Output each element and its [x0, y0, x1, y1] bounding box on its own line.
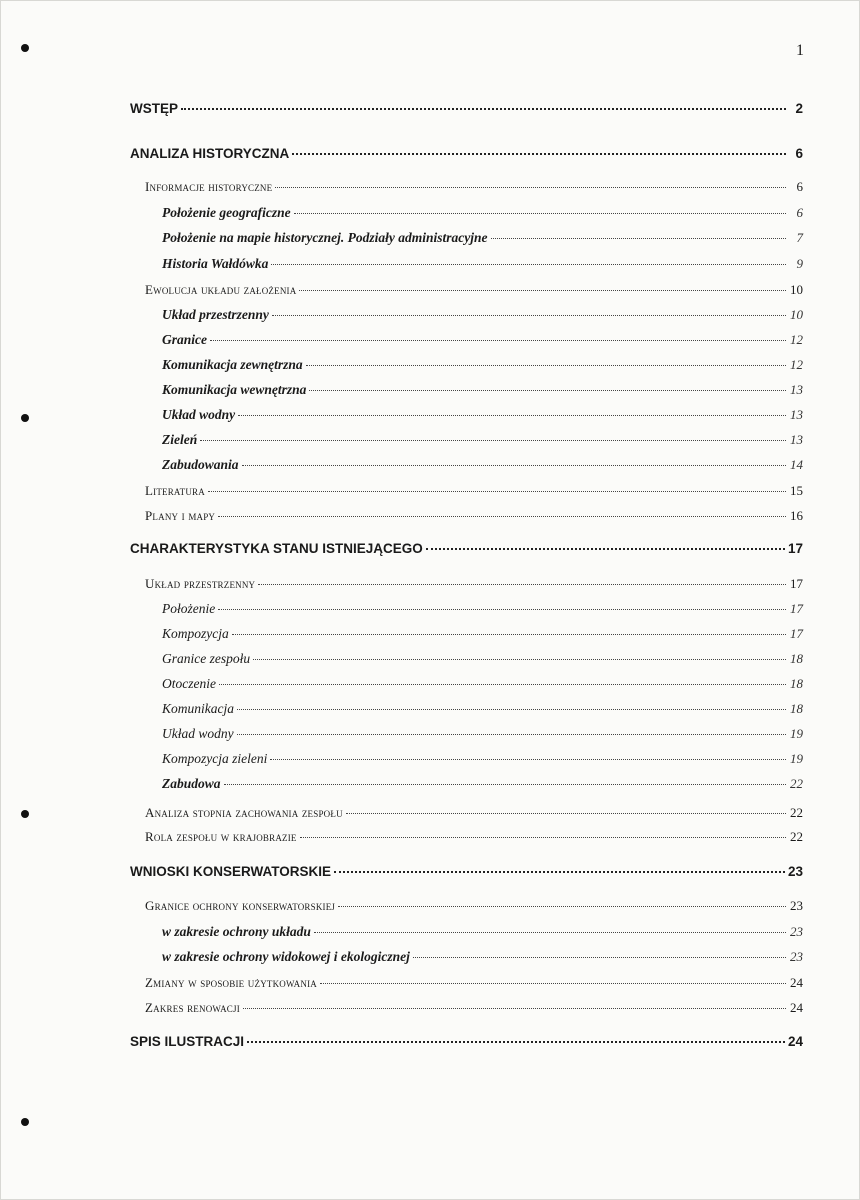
toc-entry-page: 16: [790, 508, 803, 523]
leader-dots: [247, 1040, 785, 1043]
leader-dots: [237, 733, 786, 735]
leader-dots: [426, 547, 785, 550]
toc-entry[interactable]: [145, 829, 803, 845]
toc-entry-page: 24: [790, 1000, 803, 1015]
leader-dots: [299, 289, 786, 291]
toc-entry-page: 22: [790, 829, 803, 844]
toc-entry[interactable]: [145, 483, 803, 499]
toc-entry-page: 18: [790, 701, 803, 716]
leader-dots: [181, 107, 786, 110]
toc-entry[interactable]: [130, 541, 803, 556]
toc-entry-label: Informacje historyczne: [145, 179, 273, 194]
toc-entry-label: WNIOSKI KONSERWATORSKIE: [130, 864, 332, 879]
toc-entry[interactable]: [162, 676, 803, 692]
toc-entry-label: Zabudowania: [162, 457, 239, 472]
toc-entry-page: 24: [787, 1034, 803, 1049]
leader-dots: [218, 608, 786, 610]
toc-entry-page: 23: [790, 898, 803, 913]
toc-entry-page: 10: [790, 282, 803, 297]
toc-entry-page: 23: [790, 924, 803, 939]
toc-entry-label: Komunikacja wewnętrzna: [162, 382, 307, 397]
leader-dots: [208, 490, 786, 492]
toc-entry-page: 23: [790, 949, 803, 964]
leader-dots: [309, 389, 786, 391]
punch-hole-mark: [21, 1118, 29, 1126]
toc-entry-label: SPIS ILUSTRACJI: [130, 1034, 245, 1049]
toc-entry-label: Analiza stopnia zachowania zespołu: [145, 805, 343, 820]
toc-entry-label: Historia Wałdówka: [162, 256, 269, 271]
toc-entry[interactable]: [145, 805, 803, 821]
toc-entry-page: 22: [790, 805, 803, 820]
punch-hole-mark: [21, 44, 29, 52]
toc-entry-page: 14: [790, 457, 803, 472]
toc-entry-label: Położenie geograficzne: [162, 205, 291, 220]
toc-entry-label: Układ wodny: [162, 407, 236, 422]
toc-entry-page: 22: [790, 776, 803, 791]
leader-dots: [218, 515, 786, 517]
toc-entry[interactable]: [162, 407, 803, 423]
toc-entry-page: 6: [796, 179, 803, 194]
leader-dots: [294, 212, 786, 214]
toc-entry-label: Granice: [162, 332, 207, 347]
leader-dots: [210, 339, 786, 341]
leader-dots: [224, 783, 786, 785]
leader-dots: [243, 1007, 786, 1009]
toc-entry[interactable]: [162, 601, 803, 617]
toc-entry-page: 12: [790, 357, 803, 372]
toc-entry-page: 17: [790, 626, 803, 641]
toc-entry-label: Położenie: [162, 601, 216, 616]
toc-entry[interactable]: [145, 508, 803, 524]
leader-dots: [270, 758, 786, 760]
toc-entry-label: Rola zespołu w krajobrazie: [145, 829, 297, 844]
toc-entry-label: Układ przestrzenny: [162, 307, 269, 322]
toc-entry[interactable]: [162, 357, 803, 373]
leader-dots: [346, 812, 786, 814]
toc-entry-label: Układ przestrzenny: [145, 576, 256, 591]
toc-entry-label: ANALIZA HISTORYCZNA: [130, 146, 290, 161]
punch-hole-mark: [21, 414, 29, 422]
toc-entry[interactable]: [162, 651, 803, 667]
toc-entry[interactable]: [145, 576, 803, 592]
toc-entry-label: Kompozycja zieleni: [162, 751, 268, 766]
toc-entry-label: Otoczenie: [162, 676, 216, 691]
toc-entry[interactable]: [162, 726, 803, 742]
toc-entry[interactable]: [162, 626, 803, 642]
toc-entry[interactable]: [162, 924, 803, 940]
toc-entry[interactable]: [162, 332, 803, 348]
toc-entry[interactable]: [130, 864, 803, 879]
leader-dots: [314, 931, 786, 933]
toc-entry-page: 17: [787, 541, 803, 556]
toc-entry-page: 6: [795, 146, 803, 161]
toc-entry-label: Zmiany w sposobie użytkowania: [145, 975, 317, 990]
leader-dots: [258, 583, 786, 585]
toc-entry-label: Zakres renowacji: [145, 1000, 240, 1015]
toc-entry[interactable]: [145, 179, 803, 195]
toc-entry-page: 23: [787, 864, 803, 879]
leader-dots: [242, 464, 786, 466]
toc-entry-page: 7: [796, 230, 803, 245]
leader-dots: [237, 708, 786, 710]
toc-entry-label: Zabudowa: [162, 776, 221, 791]
toc-entry-page: 9: [796, 256, 803, 271]
toc-entry-page: 15: [790, 483, 803, 498]
toc-entry[interactable]: [162, 230, 803, 246]
toc-entry[interactable]: [145, 1000, 803, 1016]
leader-dots: [275, 186, 786, 188]
toc-entry[interactable]: [162, 205, 803, 221]
toc-entry-page: 10: [790, 307, 803, 322]
toc-entry[interactable]: [145, 282, 803, 298]
leader-dots: [491, 237, 787, 239]
leader-dots: [253, 658, 786, 660]
toc-entry-page: 17: [790, 601, 803, 616]
toc-entry[interactable]: [162, 776, 803, 792]
punch-hole-mark: [21, 810, 29, 818]
leader-dots: [300, 836, 786, 838]
toc-entry-label: w zakresie ochrony widokowej i ekologicznej: [162, 949, 410, 964]
toc-entry[interactable]: [130, 101, 803, 116]
toc-entry[interactable]: [162, 457, 803, 473]
leader-dots: [292, 152, 786, 155]
toc-entry-page: 6: [796, 205, 803, 220]
leader-dots: [306, 364, 786, 366]
toc-entry-label: Granice ochrony konserwatorskiej: [145, 898, 336, 913]
toc-entry-page: 19: [790, 726, 803, 741]
toc-entry-page: 19: [790, 751, 803, 766]
toc-entry-page: 2: [795, 101, 803, 116]
toc-entry-label: Plany i mapy: [145, 508, 216, 523]
toc-entry-label: Kompozycja: [162, 626, 229, 641]
toc-entry-label: Układ wodny: [162, 726, 234, 741]
toc-entry-page: 24: [790, 975, 803, 990]
leader-dots: [272, 314, 786, 316]
leader-dots: [219, 683, 786, 685]
leader-dots: [232, 633, 786, 635]
leader-dots: [271, 263, 786, 265]
toc-entry-label: Zieleń: [162, 432, 198, 447]
toc-entry-label: Granice zespołu: [162, 651, 251, 666]
leader-dots: [238, 414, 786, 416]
toc-entry-page: 12: [790, 332, 803, 347]
toc-entry-label: Położenie na mapie historycznej. Podziały administracyjne: [162, 230, 488, 245]
toc-entry-page: 13: [790, 382, 803, 397]
leader-dots: [338, 905, 786, 907]
toc-entry-page: 18: [790, 676, 803, 691]
toc-entry-label: Komunikacja zewnętrzna: [162, 357, 303, 372]
leader-dots: [413, 956, 786, 958]
toc-entry-page: 18: [790, 651, 803, 666]
leader-dots: [320, 982, 786, 984]
toc-entry[interactable]: [162, 751, 803, 767]
leader-dots: [200, 439, 786, 441]
toc-entry[interactable]: [162, 949, 803, 965]
toc-entry[interactable]: [162, 256, 803, 272]
toc-entry-label: w zakresie ochrony układu: [162, 924, 311, 939]
toc-entry[interactable]: [162, 432, 803, 448]
toc-entry-label: Ewolucja układu założenia: [145, 282, 297, 297]
toc-entry[interactable]: [145, 975, 803, 991]
toc-entry-label: Komunikacja: [162, 701, 234, 716]
toc-entry[interactable]: [162, 701, 803, 717]
toc-entry[interactable]: [162, 307, 803, 323]
toc-entry-label: WSTĘP: [130, 101, 179, 116]
toc-entry-page: 13: [790, 432, 803, 447]
toc-entry-label: CHARAKTERYSTYKA STANU ISTNIEJĄCEGO: [130, 541, 423, 556]
toc-entry[interactable]: [130, 1034, 803, 1049]
toc-entry-page: 17: [790, 576, 803, 591]
toc-entry[interactable]: [145, 898, 803, 914]
page-number: 1: [796, 42, 804, 59]
toc-entry[interactable]: [130, 146, 803, 161]
leader-dots: [334, 870, 785, 873]
toc-entry-page: 13: [790, 407, 803, 422]
toc-entry-label: Literatura: [145, 483, 205, 498]
toc-entry[interactable]: [162, 382, 803, 398]
